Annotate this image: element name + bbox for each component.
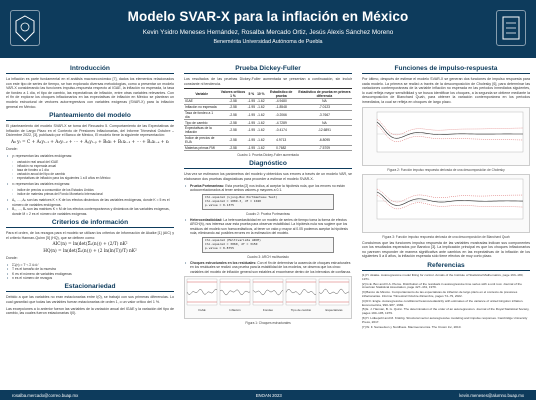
table-body: [184, 98, 352, 150]
poster-footer: [0, 390, 536, 400]
table-header-row: [184, 89, 352, 99]
table-cell: -1.95: [247, 120, 256, 125]
table-cell: 0.7682: [266, 145, 297, 151]
table-caption-3: Cuadro 3: ARCH multivariado: [247, 254, 289, 259]
dickey-fuller-text: Los resultados de las pruebas Dickey-Fuller aumentada se presentan a continuación, sin incluir constante ni tendencia.: [184, 77, 352, 86]
table-cell: -1.62: [257, 105, 265, 110]
column-middle: [184, 62, 352, 327]
list-item: ◦ índice de materias primas del Fondo Monetario Internacional: [6, 192, 174, 196]
list-item: ◦ expectativas de inflación para los siguientes 1 a 8 años en México: [6, 176, 174, 180]
exogenous-list: [6, 188, 174, 196]
structural-shock-label: Choques estructurales en los residuales:: [190, 260, 257, 265]
bullet-b-matrices: • B₀, …, Bₑ son las matrices K × M de los efectos contemporáneos y dinámicos de las variables exógenas, donde M = 2 es el número de variables exógenas.: [6, 207, 174, 216]
bullet-endogenous: • yₜ representan las variables endógenas:: [6, 154, 174, 158]
table-cell: Expectativas de la inflación: [184, 126, 219, 136]
figure-caption-3: Figura 3: Función impulso respuesta derivada de una descomposición de Blanchard Quah: [382, 234, 510, 239]
hq-equation: HQ(n) = ln(det(Σ̃ᵤ(n))) + (2 ln(ln(T))/T) nK²: [43, 249, 137, 255]
table-cell: NA: [297, 120, 352, 126]
table-caption-2: Cuadro 2: Prueba Portmanteau: [245, 211, 291, 216]
table-cell: -1.62: [257, 120, 265, 125]
poster-authors: Kevin Ysidro Meneses Hernández, Rosalba Mercado Ortiz, Jesús Alexis Sánchez Moreno: [142, 29, 394, 36]
footer-email-right[interactable]: kevin.meneses@alumno.buap.mx: [459, 392, 524, 398]
dickey-fuller-table: [184, 88, 352, 151]
portmanteau-text: Esta prueba [2] nos indica, al aceptar la hipótesis nula, que los errores no están autocorrelacionados al tener ambos valores-p mayores a 0.1.: [190, 183, 345, 193]
list-item: ◦ índice de precios a consumidor de los Estados Unidos: [6, 188, 174, 192]
section-title-model: Planteamiento del modelo: [6, 112, 174, 121]
table-cell: NA: [297, 98, 352, 104]
donde-label: Donde:: [6, 146, 18, 151]
criteria-donde: Donde:: [6, 256, 18, 261]
criteria-text: Para el orden, de los rezagos para el modelo se utilizan los criterios de Información de Akaike [1] (AIC) y el criterio Hannan-Quinn [5] (HQ), que se definen como:: [6, 230, 174, 240]
list-item: • T es el tamaño de la muestra: [6, 267, 174, 271]
list-item: ◦ tasa de fondeo a 1 día: [6, 168, 174, 172]
model-text: El planteamiento del modelo SVAR-X se toma del Recuadro 5. Comportamiento de las Expectativas de Inflación de Largo Plazo en el Contexto de Presiones Inflacionarias, del Informe Trimestral Octubre – Diciembre 2022, [3], publicado por el Banco de México, El modelo tiene la siguiente representación:: [6, 124, 174, 138]
poster-title: Modelo SVAR-X para la inflación en México: [127, 9, 409, 24]
table-header: Valores críticos 1 %: [220, 89, 246, 98]
stationarity-text-1: Debido a que las variables no eran estacionarias entre I(0), se trabajó con sus primeras diferencias. Lo cual garantizó que todas las variables fueran estacionarias de orden 1, o un valor crítico del 1 %.: [6, 295, 174, 304]
column-left: [6, 62, 174, 318]
reference-item: [7] W. F. Samuelson y Nordhaus. Macroeconomía. The Crown Inc, 2010.: [362, 324, 462, 329]
figure-caption-1: Figura 1: Choques estructurales: [245, 321, 291, 326]
cholesky-irf-figure: [362, 107, 530, 166]
intro-text: La inflación es parte fundamental en el análisis macroeconómico [7], dados los elementos relacionados con este tipo de series de tiempo, se han explorado diversas metodologías, como a presentar un modelo VAR-X considerando las funciones impulso-respuesta respecto al IGAE, la inflación no esperada, la tasa de fondeo a 1 día, el tipo de cambio, las expectativas de inflación, entre otras variables relevantes. Con el fin de explorar los choques inflacionarios en las expectativas de inflación en México se plantean un modelo estructural de vectores autorregresivos con variables exógenas (SVAR-X) para la inflación general en México.: [6, 77, 174, 109]
table-cell: -2.58: [219, 126, 246, 136]
table-cell: -1.62: [256, 110, 266, 120]
section-title-dickey-fuller: Prueba Dickey-Fuller: [184, 65, 352, 74]
table-cell: Materias primas FMI: [184, 145, 219, 151]
table-cell: -1.8548: [266, 104, 297, 110]
heteroscedasticity-text: La heterocedasticidad en un modelo de series de tiempo toma la forma de efectos ARCH(h), nos interesa usar esta prueba para observar estabilidad. La hipótesis nula nos sugiere que los residuos del modelo son homocedásticos, al tener un valor-p mayor al 0.05 podemos aceptar la hipótesis nula, eliminando así posibles errores en la estimación del modelo.: [190, 217, 348, 236]
table-cell: -1.62: [257, 146, 265, 151]
table-header: 10 %: [256, 89, 266, 99]
poster-header: [0, 0, 536, 58]
shock-panel-label: Inflación: [229, 308, 241, 313]
table-cell: -2.58: [219, 145, 246, 151]
impulse-response-text: Por último, después de estimar el modelo SVAR-X se generan dos funciones de impulso respuesta para cada modelo. La primera se realizó a través de la descomposición de Cholesky [6], para determinar las variaciones contemporáneas de la variable inflación no esperada en las periodos inmediatos siguientes, lo cual refleja mayor sensibilidad y se busca identificar los choques, a la segunda se obtiene mediante la descomposición de Blanchard Quah, para obtener la variación contemporánea en los periodos inmediatos, la cual se refleja en choques de largo plazo.: [362, 77, 530, 104]
list-item: ◦ variación anual del tipo de cambio: [6, 172, 174, 176]
table-cell: Tasa de fondeo a 1 día: [184, 110, 219, 120]
table-cell: IGAE: [184, 98, 219, 104]
heteroscedasticity-bullet: [184, 218, 352, 236]
table-cell: Índice de precios de EUA: [184, 135, 219, 145]
reference-item: [1] H. Akaike. Autoregressive model fitting for control. Annals of the Institute of Statistical Mathematics, page 163–180, 1971.: [362, 272, 524, 281]
table-cell: -1.95: [247, 126, 257, 136]
list-item: • n es el número de rezagos: [6, 276, 174, 280]
table-cell: -0.4174: [266, 126, 297, 136]
section-title-criteria: Criterios de información: [6, 219, 174, 228]
university-logo-right: [496, 10, 526, 46]
table-cell: -1.62: [256, 135, 266, 145]
table-cell: -2.58: [219, 104, 246, 110]
table-row: [184, 145, 352, 151]
reference-item: [6] H. Lütkepohl and M. Krätzig. Structural vector autoregressive modeling and impulse responses. Cambridge University Press, 2017.: [362, 315, 528, 324]
table-cell: -3.7667: [297, 110, 352, 120]
structural-shock-figure: [184, 276, 352, 319]
irf-plot-area: [377, 179, 523, 219]
table-cell: Tipo de cambio: [184, 120, 219, 126]
list-item: • Σ̃ᵤ(n) = T⁻¹ Σ ûₜûₜ′: [6, 263, 174, 267]
section-title-impulse-response: Funciones de impulso-respuesta: [362, 65, 530, 74]
table-row: [184, 110, 352, 120]
structural-shock-bullet: [184, 261, 352, 274]
blanchard-quah-irf-plot: [363, 175, 529, 227]
table-cell: -0.2066: [266, 110, 297, 120]
portmanteau-label: Prueba Portmanteau:: [190, 183, 225, 188]
shock-panel: [286, 279, 316, 305]
criteria-list: [6, 263, 174, 281]
list-item: ◦ inflación no esperada anual: [6, 164, 174, 168]
portmanteau-output: Chi-squared (Ljung-Box Portmanteau Test) Chi-squared = 1089.3, df = 1040 p-value = 0.1375: [202, 194, 334, 209]
table-cell: -1.95: [247, 146, 256, 151]
endogenous-list: [6, 160, 174, 180]
reference-item: [4] R.F. Engle. Autoregressive conditional heteroscedasticity with estimates of the variance of united kingdom inflation. Econometrica, 990–987, 1982.: [362, 298, 524, 307]
figure-caption-2: Figura 2: Función impulso respuesta derivada de una descomposición de Cholesky: [387, 167, 505, 172]
section-title-stationarity: Estacionariedad: [6, 283, 174, 292]
references-list: [362, 274, 530, 329]
table-cell: -1.95: [247, 99, 256, 104]
footer-email-left[interactable]: rosalba.mercado@correo.buap.mx: [12, 392, 79, 398]
table-cell: -1.62: [256, 126, 266, 136]
section-title-diagnostics: Diagnóstico: [184, 160, 352, 169]
section-title-references: Referencias: [362, 262, 530, 271]
section-title-intro: Introducción: [6, 65, 174, 74]
table-cell: -6.8095: [297, 135, 352, 145]
table-cell: -1.62: [257, 99, 265, 104]
table-row: [184, 126, 352, 136]
shock-panel-label: Expectativas: [325, 308, 343, 313]
irf-plot-area: [377, 112, 523, 152]
blanchard-quah-irf-figure: [362, 174, 530, 233]
table-header: Estadístico de prueba en primera diferencia: [298, 89, 351, 98]
arch-output: Chi-squared (Multivariate ARCH) Chi-squared = 3060, df = 3150 p-value = 0.8755: [202, 237, 334, 252]
structural-shock-text: Con el fin de determinar la ausencia de choques estructurales en los residuales se realizó una prueba para la estabilidad de los modelos, se observa que los cinco variables del modelo de inflación general son estables al encontrarse dentro de los intervalos de confianza.: [190, 260, 351, 274]
table-cell: -4.9480: [266, 98, 297, 104]
shock-panel-label: Fondeo: [262, 308, 274, 313]
shock-panel: [220, 279, 250, 305]
heteroscedasticity-label: Heterocedasticidad:: [190, 217, 223, 222]
reference-item: [3] Banco de México. Comportamiento de las expectativas de inflación de largo plazo en el contexto de presiones inflacionarias. Informe Trimestral Octubre-Diciembre, pages 74–79, 2022.: [362, 290, 518, 298]
structural-shock-plots: [185, 277, 351, 313]
table-cell: -1.95: [247, 105, 256, 110]
table-cell: -1.95: [247, 135, 257, 145]
shock-panel-label: Tipo de cambio: [290, 308, 312, 313]
shock-panel: [187, 279, 217, 305]
diagnostics-text: Una vez se estimaron los parámetros del modelo y obtenidos sus errores a través de un modelo VAR, se elaboraron dos pruebas diagnósticas para proceder a estimar el modelo SVAR-X.: [184, 172, 352, 182]
table-cell: 4.9713: [266, 135, 297, 145]
list-item: • K es el número de variables endógenas: [6, 272, 174, 276]
portmanteau-bullet: [184, 184, 352, 193]
table-header: 5 %: [247, 89, 257, 99]
table-cell: -12.6891: [297, 126, 352, 136]
table-cell: -2.58: [219, 120, 246, 126]
table-cell: -2.58: [219, 135, 246, 145]
table-cell: -2.58: [219, 110, 246, 120]
conclusion-text: Concluimos que las funciones impulso respuesta de las variables mostradas indican sus componentes con los resultados esperados por Banxico [3]. La implicación principal es que los choques inflacionarios no parecen responder de manera significativa ante cambios en las expectativas de la inflación de los siguientes 5 a 8 años, la inflación esperada sólo tiene efectos de muy corto plazo.: [362, 240, 530, 259]
shock-panel-label: IGAE: [198, 308, 206, 313]
table-caption-1: Cuadro 1: Prueba Dickey-Fuller aumentada: [237, 153, 299, 158]
table-cell: -7.5709: [297, 145, 352, 151]
stationarity-text-2: Las excepciones a lo anterior fueron las variables de la variación anual del IGAE y la variación del tipo de cambio, las cuales fueron estacionarias I(0).: [6, 306, 174, 316]
aic-equation: AIC(n) = ln(det(Σ̃ᵤ(n))) + (2/T) nK²: [52, 242, 128, 248]
table-cell: -4.7289: [266, 120, 297, 126]
table-cell: -1.95: [247, 110, 257, 120]
shock-panel: [253, 279, 283, 305]
cholesky-irf-plot: [363, 108, 529, 160]
table-row: [184, 135, 352, 145]
model-bullets: [6, 154, 174, 158]
reference-item: [5] E. J. Hannan, B. G. Quinn. The determination of the order of an autoregression. Journal of the Royal Statistical Society, pages 190–195, 1979.: [362, 307, 530, 316]
university-logo-left: [10, 10, 40, 46]
footer-event: ENOAN 2023: [255, 392, 282, 398]
bullet-exogenous: • xₜ representan las variables exógenas:: [6, 182, 174, 186]
table-cell: -2.58: [219, 98, 246, 104]
poster-institution: Benemérita Universidad Autónoma de Puebla: [213, 39, 323, 45]
reference-item: [2] G.E. Box and D.A. Pierce. Distribution of the residuals in autoregressive time series with a unit root. Journal of the American Statistical Association, page 427–431, 1979.: [362, 281, 522, 290]
column-right: [362, 62, 530, 330]
table-header: Variable: [184, 89, 219, 99]
list-item: ◦ variación real anual del IGAE: [6, 160, 174, 164]
table-cell: -7.0123: [297, 104, 352, 110]
bullet-a-matrices: • A₁, …, Aₚ son las matrices K × K de los efectos dinámicos de las variables endógenas, donde K = 5 es el número de variables endógenas.: [6, 198, 174, 207]
table-header: Estadístico de prueba: [266, 89, 297, 99]
table-cell: Inflación no esperada: [184, 104, 219, 110]
model-equation: A₀ yₜ = C + A₁yₜ₋₁ + A₂yₜ₋₂ + ⋯ + Aₚyₜ₋ₚ + B₀xₜ + B₁xₜ₋₁ + ⋯ + Bₑxₜ₋ₑ + εₜ: [10, 139, 170, 145]
